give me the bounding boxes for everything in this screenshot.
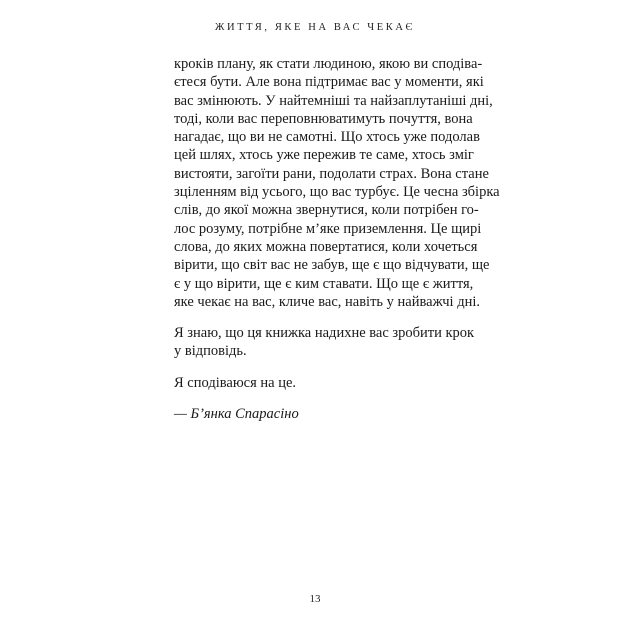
paragraph-1 <box>174 55 500 311</box>
page-number: 13 <box>309 593 321 605</box>
text-line: єтеся бути. Але вона підтримає вас у моменти, які <box>174 74 484 91</box>
text-line: лос розуму, потрібне м’яке приземлення. Це щирі <box>174 220 482 237</box>
text-line: слів, до якої можна звернутися, коли потрібен го- <box>174 202 479 219</box>
text-line: нагадає, що ви не самотні. Що хтось уже подолав <box>174 129 480 146</box>
signature-paragraph <box>174 405 456 423</box>
text-line: є у що вірити, ще є ким ставати. Що ще є життя, <box>174 275 474 292</box>
text-line: Я сподіваюся на це. <box>174 374 297 391</box>
text-line: цей шлях, хтось уже пережив те саме, хтось зміг <box>174 147 474 164</box>
text-line: слова, до яких можна повертатися, коли хочеться <box>174 238 478 255</box>
text-line: вистояти, загоїти рани, подолати страх. Вона стане <box>174 165 489 182</box>
text-line: Я знаю, що ця книжка надихне вас зробити крок <box>174 325 475 342</box>
author-signature: — Б’янка Спарасіно <box>174 406 299 423</box>
page-body <box>174 55 500 423</box>
text-line: у відповідь. <box>174 343 247 360</box>
text-line: вірити, що світ вас не забув, ще є що відчувати, ще <box>174 257 490 274</box>
text-line: зціленням від усього, що вас турбує. Це чесна збірка <box>174 184 500 201</box>
text-line: яке чекає на вас, кличе вас, навіть у найважчі дні. <box>174 293 480 310</box>
running-head-title: ЖИТТЯ, ЯКЕ НА ВАС ЧЕКАЄ <box>214 22 416 33</box>
text-line: кроків плану, як стати людиною, якою ви сподіва- <box>174 56 483 72</box>
paragraph-3 <box>174 374 456 392</box>
paragraph-2 <box>174 324 475 361</box>
text-line: вас змінюють. У найтемніші та найзаплутаніші дні, <box>174 92 493 109</box>
text-line: тоді, коли вас переповнюватимуть почуття, вона <box>174 110 473 127</box>
